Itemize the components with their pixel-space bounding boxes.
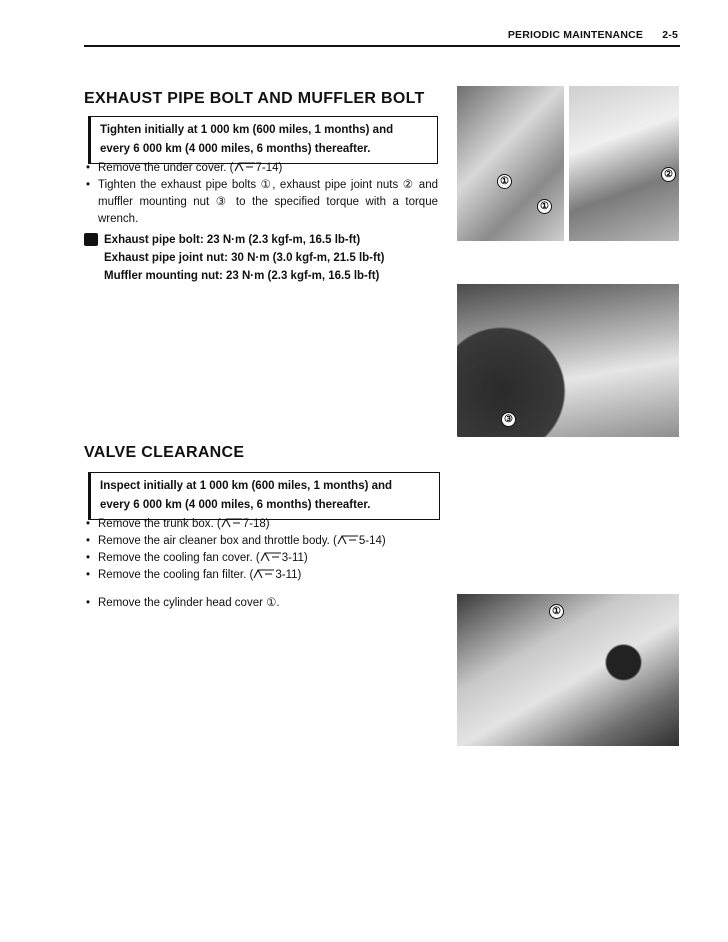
note-line: Tighten initially at 1 000 km (600 miles, 1 months) and <box>100 124 394 136</box>
reference-arrow-icon <box>260 552 282 562</box>
exhaust-interval-note <box>88 116 438 164</box>
step-text: Remove the cooling fan cover. ( <box>98 552 260 564</box>
torque-spec: Exhaust pipe joint nut: 30 N·m (3.0 kgf-m, 21.5 lb-ft) <box>104 252 385 264</box>
valve-steps-cont <box>86 595 446 612</box>
step-item: • Remove the cylinder head cover ①. <box>86 595 446 612</box>
note-line: every 6 000 km (4 000 miles, 6 months) thereafter. <box>100 143 371 155</box>
step-text: Remove the trunk box. ( <box>98 518 221 530</box>
exhaust-steps <box>86 160 438 228</box>
reference-arrow-icon <box>221 518 243 528</box>
callout-2: ② <box>661 167 676 182</box>
step-item: • Tighten the exhaust pipe bolts ①, exhaust pipe joint nuts ② and muffler mounting nut ③ to the specified torque with a torque wrench. <box>86 177 438 228</box>
page-number: 2-5 <box>662 29 678 41</box>
step-ref: 3-11) <box>281 552 308 564</box>
page-header <box>508 29 678 41</box>
header-rule <box>84 45 680 47</box>
step-text: Remove the air cleaner box and throttle body. ( <box>98 535 337 547</box>
step-text: Remove the under cover. ( <box>98 162 234 174</box>
step-ref: 5-14) <box>358 535 386 547</box>
cylinder-head-cover-photo <box>457 594 679 746</box>
step-ref: 3-11) <box>275 569 302 581</box>
muffler-photo <box>457 284 679 437</box>
note-line: every 6 000 km (4 000 miles, 6 months) thereafter. <box>100 499 371 511</box>
valve-interval-note <box>88 472 440 520</box>
callout-3: ③ <box>501 412 516 427</box>
exhaust-joint-nut-photo <box>569 86 679 241</box>
note-line: Inspect initially at 1 000 km (600 miles, 1 months) and <box>100 480 393 492</box>
step-item <box>86 516 446 533</box>
step-item <box>86 160 438 177</box>
step-item <box>86 567 446 584</box>
callout-1: ① <box>537 199 552 214</box>
reference-arrow-icon <box>234 162 256 172</box>
valve-section-title: VALVE CLEARANCE <box>84 444 245 461</box>
torque-spec: Exhaust pipe bolt: 23 N·m (2.3 kgf-m, 16.5 lb-ft) <box>104 234 361 246</box>
step-item <box>86 533 446 550</box>
torque-spec: Muffler mounting nut: 23 N·m (2.3 kgf-m, 16.5 lb-ft) <box>104 270 380 282</box>
torque-wrench-icon <box>84 233 98 246</box>
section-title: PERIODIC MAINTENANCE <box>507 29 644 41</box>
step-text: Remove the cooling fan filter. ( <box>98 569 254 581</box>
callout-1: ① <box>549 604 564 619</box>
valve-steps <box>86 516 446 584</box>
exhaust-section-title: EXHAUST PIPE BOLT AND MUFFLER BOLT <box>84 90 425 107</box>
step-item <box>86 550 446 567</box>
exhaust-pipe-bolt-photo <box>457 86 564 241</box>
callout-1: ① <box>497 174 512 189</box>
torque-spec-block <box>84 231 385 285</box>
step-ref: 7-18) <box>242 518 270 530</box>
reference-arrow-icon <box>337 535 359 545</box>
reference-arrow-icon <box>253 569 275 579</box>
step-ref: 7-14) <box>255 162 283 174</box>
